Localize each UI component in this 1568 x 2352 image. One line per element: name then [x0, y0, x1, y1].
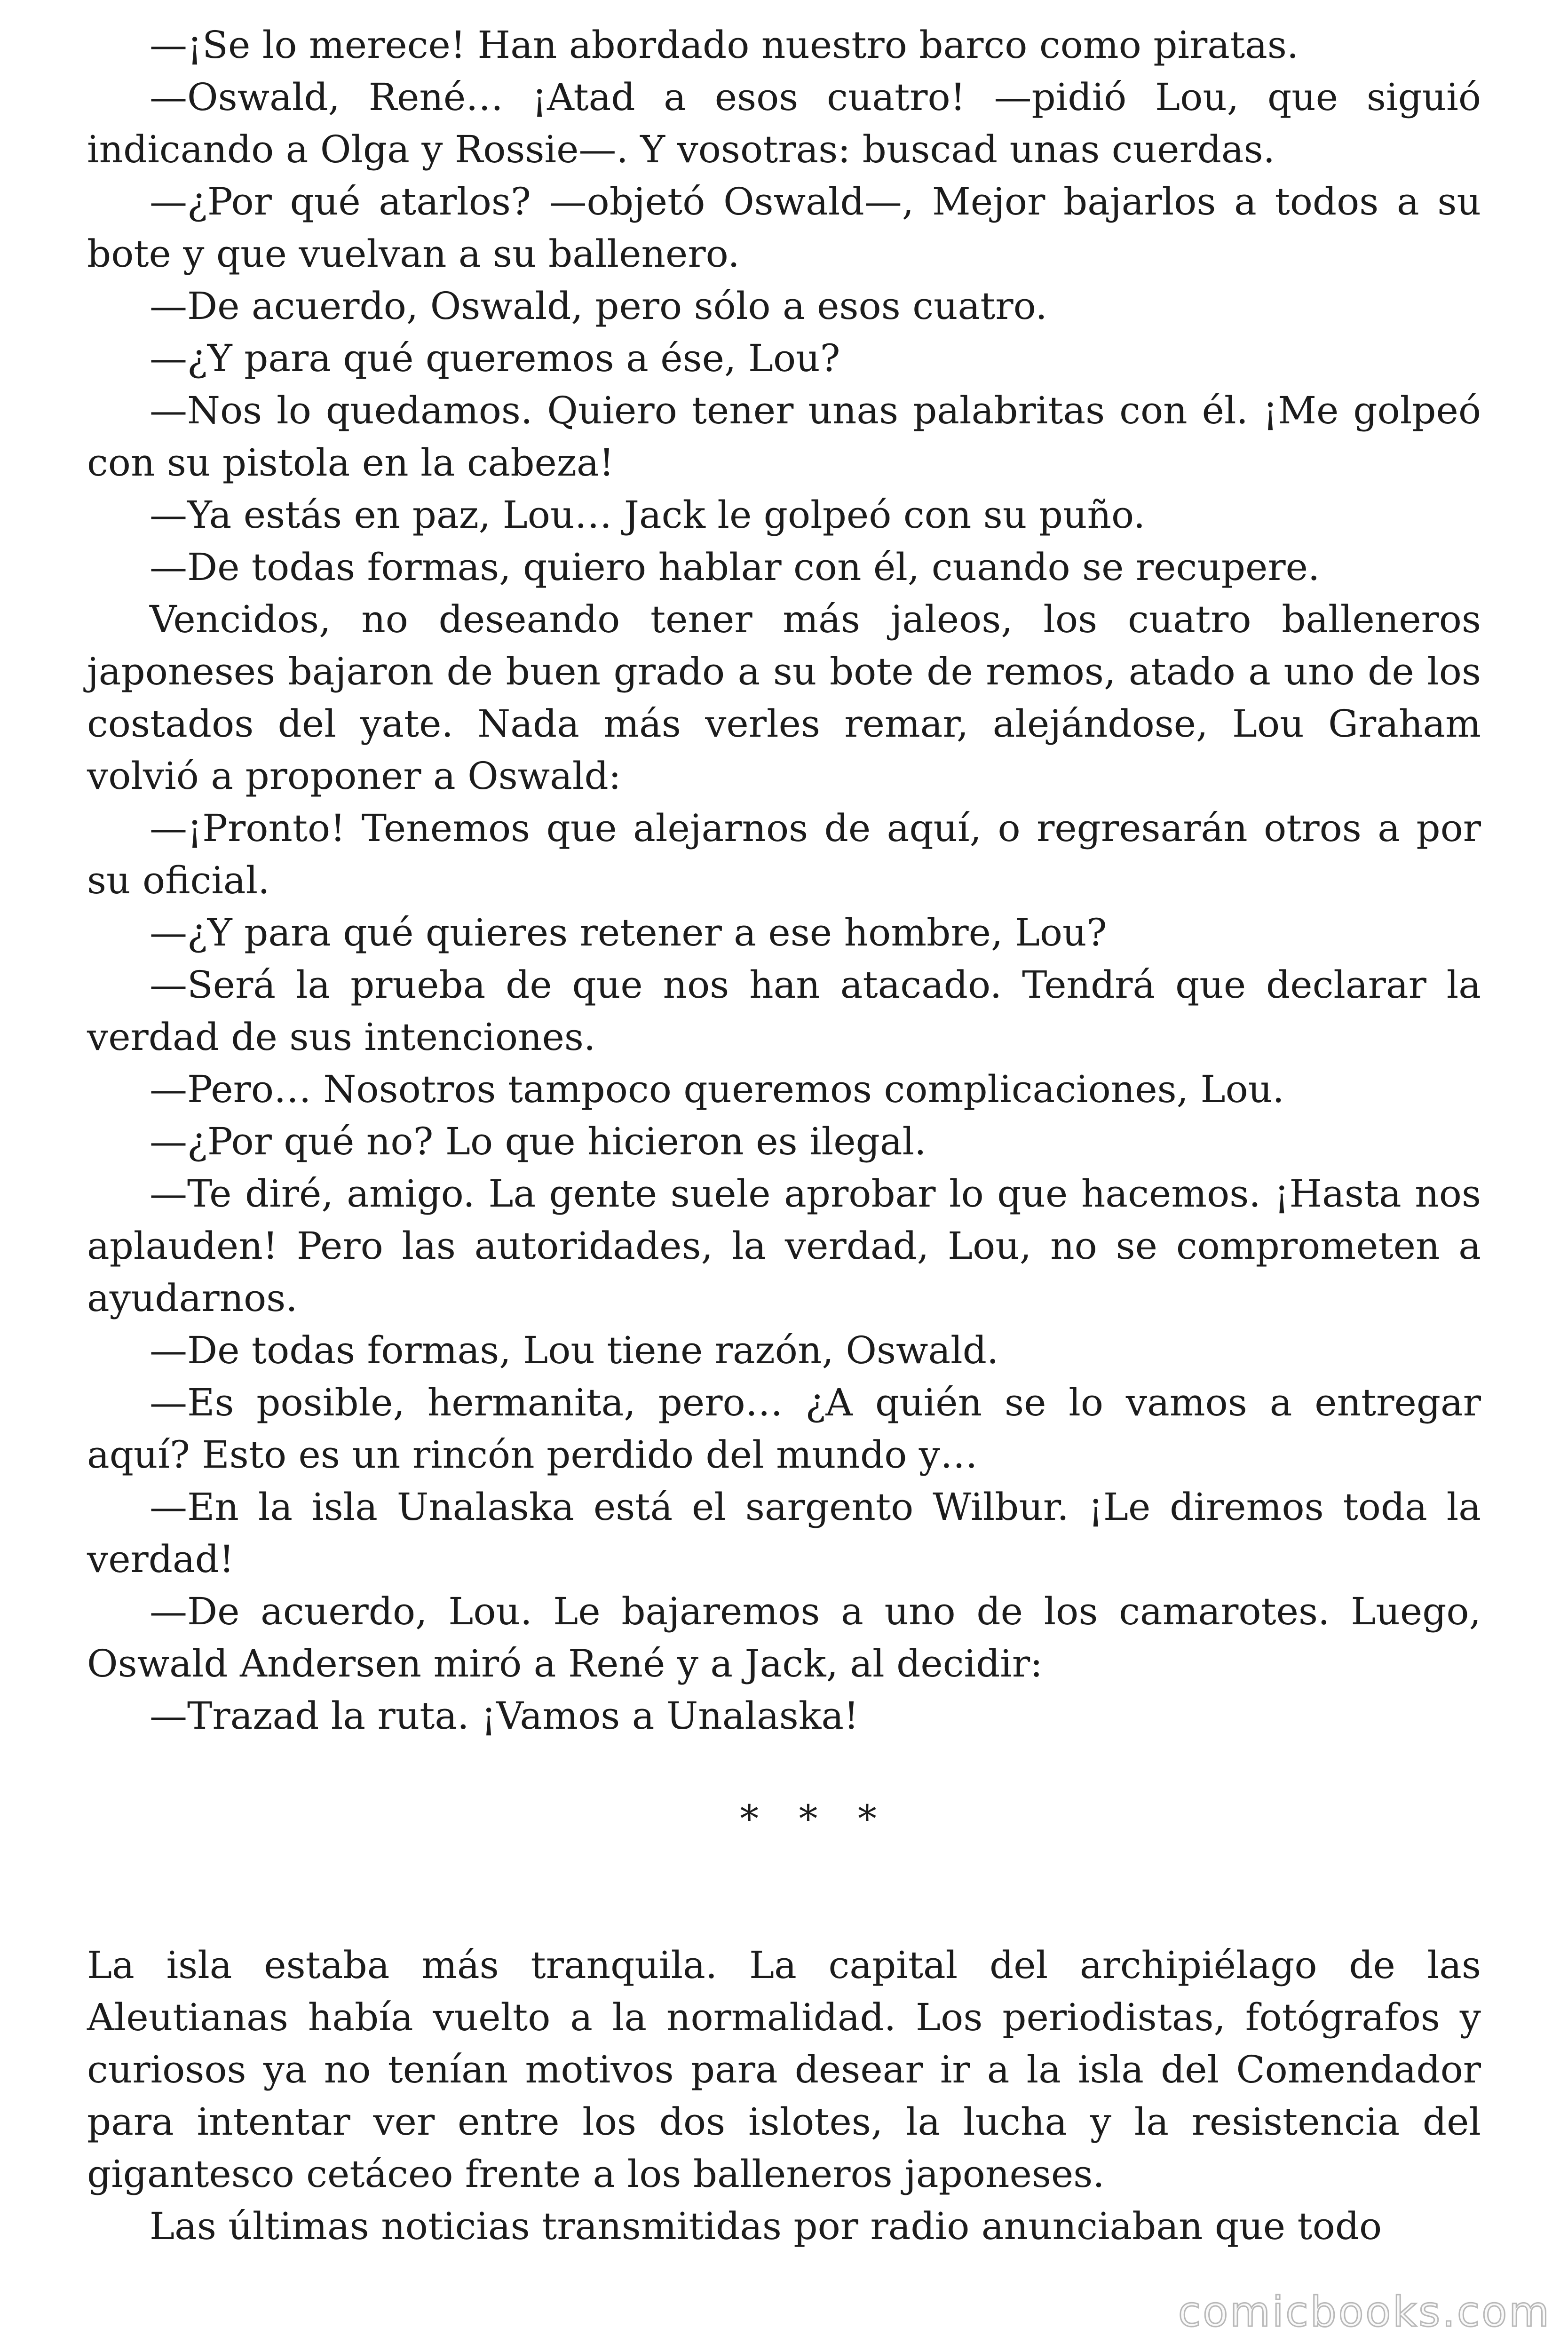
- paragraph-10: —¡Pronto! Tenemos que alejarnos de aquí, o regresarán otros a por su oficial.: [87, 806, 1481, 902]
- paragraph-19: —De acuerdo, Lou. Le bajaremos a uno de los camarotes. Luego, Oswald Andersen miró a René y a Jack, al decidir:: [87, 1589, 1481, 1685]
- section-separator: * * *: [740, 1797, 891, 1841]
- paragraph-1: —¡Se lo merece! Han abordado nuestro barco como piratas.: [150, 23, 1299, 67]
- paragraph-5: —¿Y para qué queremos a ése, Lou?: [150, 336, 840, 380]
- paragraph-16: —De todas formas, Lou tiene razón, Oswald.: [150, 1328, 999, 1372]
- paragraph-4: —De acuerdo, Oswald, pero sólo a esos cuatro.: [150, 284, 1047, 328]
- paragraph-2: —Oswald, René… ¡Atad a esos cuatro! —pidió Lou, que siguió indicando a Olga y Rossie—. Y vosotras: buscad unas cuerdas.: [87, 75, 1481, 171]
- paragraph-13: —Pero… Nosotros tampoco queremos complicaciones, Lou.: [150, 1067, 1284, 1111]
- paragraph-9: Vencidos, no deseando tener más jaleos, los cuatro balleneros japoneses bajaron de buen grado a su bote de remos, atado a uno de los costados del yate. Nada más verles remar, alejándose, Lou Graham volvió a proponer a Oswald:: [87, 597, 1481, 798]
- paragraph-8: —De todas formas, quiero hablar con él, cuando se recupere.: [150, 545, 1320, 589]
- paragraph-15: —Te diré, amigo. La gente suele aprobar lo que hacemos. ¡Hasta nos aplauden! Pero las autoridades, la verdad, Lou, no se comprometen a ayudarnos.: [87, 1172, 1481, 1320]
- paragraph-6: —Nos lo quedamos. Quiero tener unas palabritas con él. ¡Me golpeó con su pistola en la cabeza!: [87, 389, 1481, 485]
- last-paragraph-start: Las últimas noticias transmitidas por radio anunciaban que todo: [150, 2204, 1382, 2248]
- paragraph-12: —Será la prueba de que nos han atacado. Tendrá que declarar la verdad de sus intenciones.: [87, 963, 1481, 1059]
- watermark-logo: comicbooks.com: [1178, 2288, 1551, 2336]
- book-page: [87, 19, 1481, 2252]
- paragraph-14: —¿Por qué no? Lo que hicieron es ilegal.: [150, 1120, 927, 1163]
- section-first-paragraph: La isla estaba más tranquila. La capital del archipiélago de las Aleutianas había vuelto a la normalidad. Los periodistas, fotógrafos y curiosos ya no tenían motivos para desear ir a la isla del Comendador para intentar ver entre los dos islotes, la lucha y la resistencia del gigantesco cetáceo frente a los balleneros japoneses.: [87, 1943, 1481, 2196]
- paragraph-3: —¿Por qué atarlos? —objetó Oswald—, Mejor bajarlos a todos a su bote y que vuelvan a su ballenero.: [87, 180, 1481, 276]
- paragraph-17: —Es posible, hermanita, pero… ¿A quién se lo vamos a entregar aquí? Esto es un rincón perdido del mundo y…: [87, 1381, 1481, 1477]
- paragraph-18: —En la isla Unalaska está el sargento Wilbur. ¡Le diremos toda la verdad!: [87, 1485, 1481, 1581]
- paragraph-11: —¿Y para qué quieres retener a ese hombre, Lou?: [150, 911, 1107, 954]
- paragraph-20: —Trazad la ruta. ¡Vamos a Unalaska!: [150, 1694, 859, 1738]
- paragraph-7: —Ya estás en paz, Lou… Jack le golpeó con su puño.: [150, 493, 1146, 537]
